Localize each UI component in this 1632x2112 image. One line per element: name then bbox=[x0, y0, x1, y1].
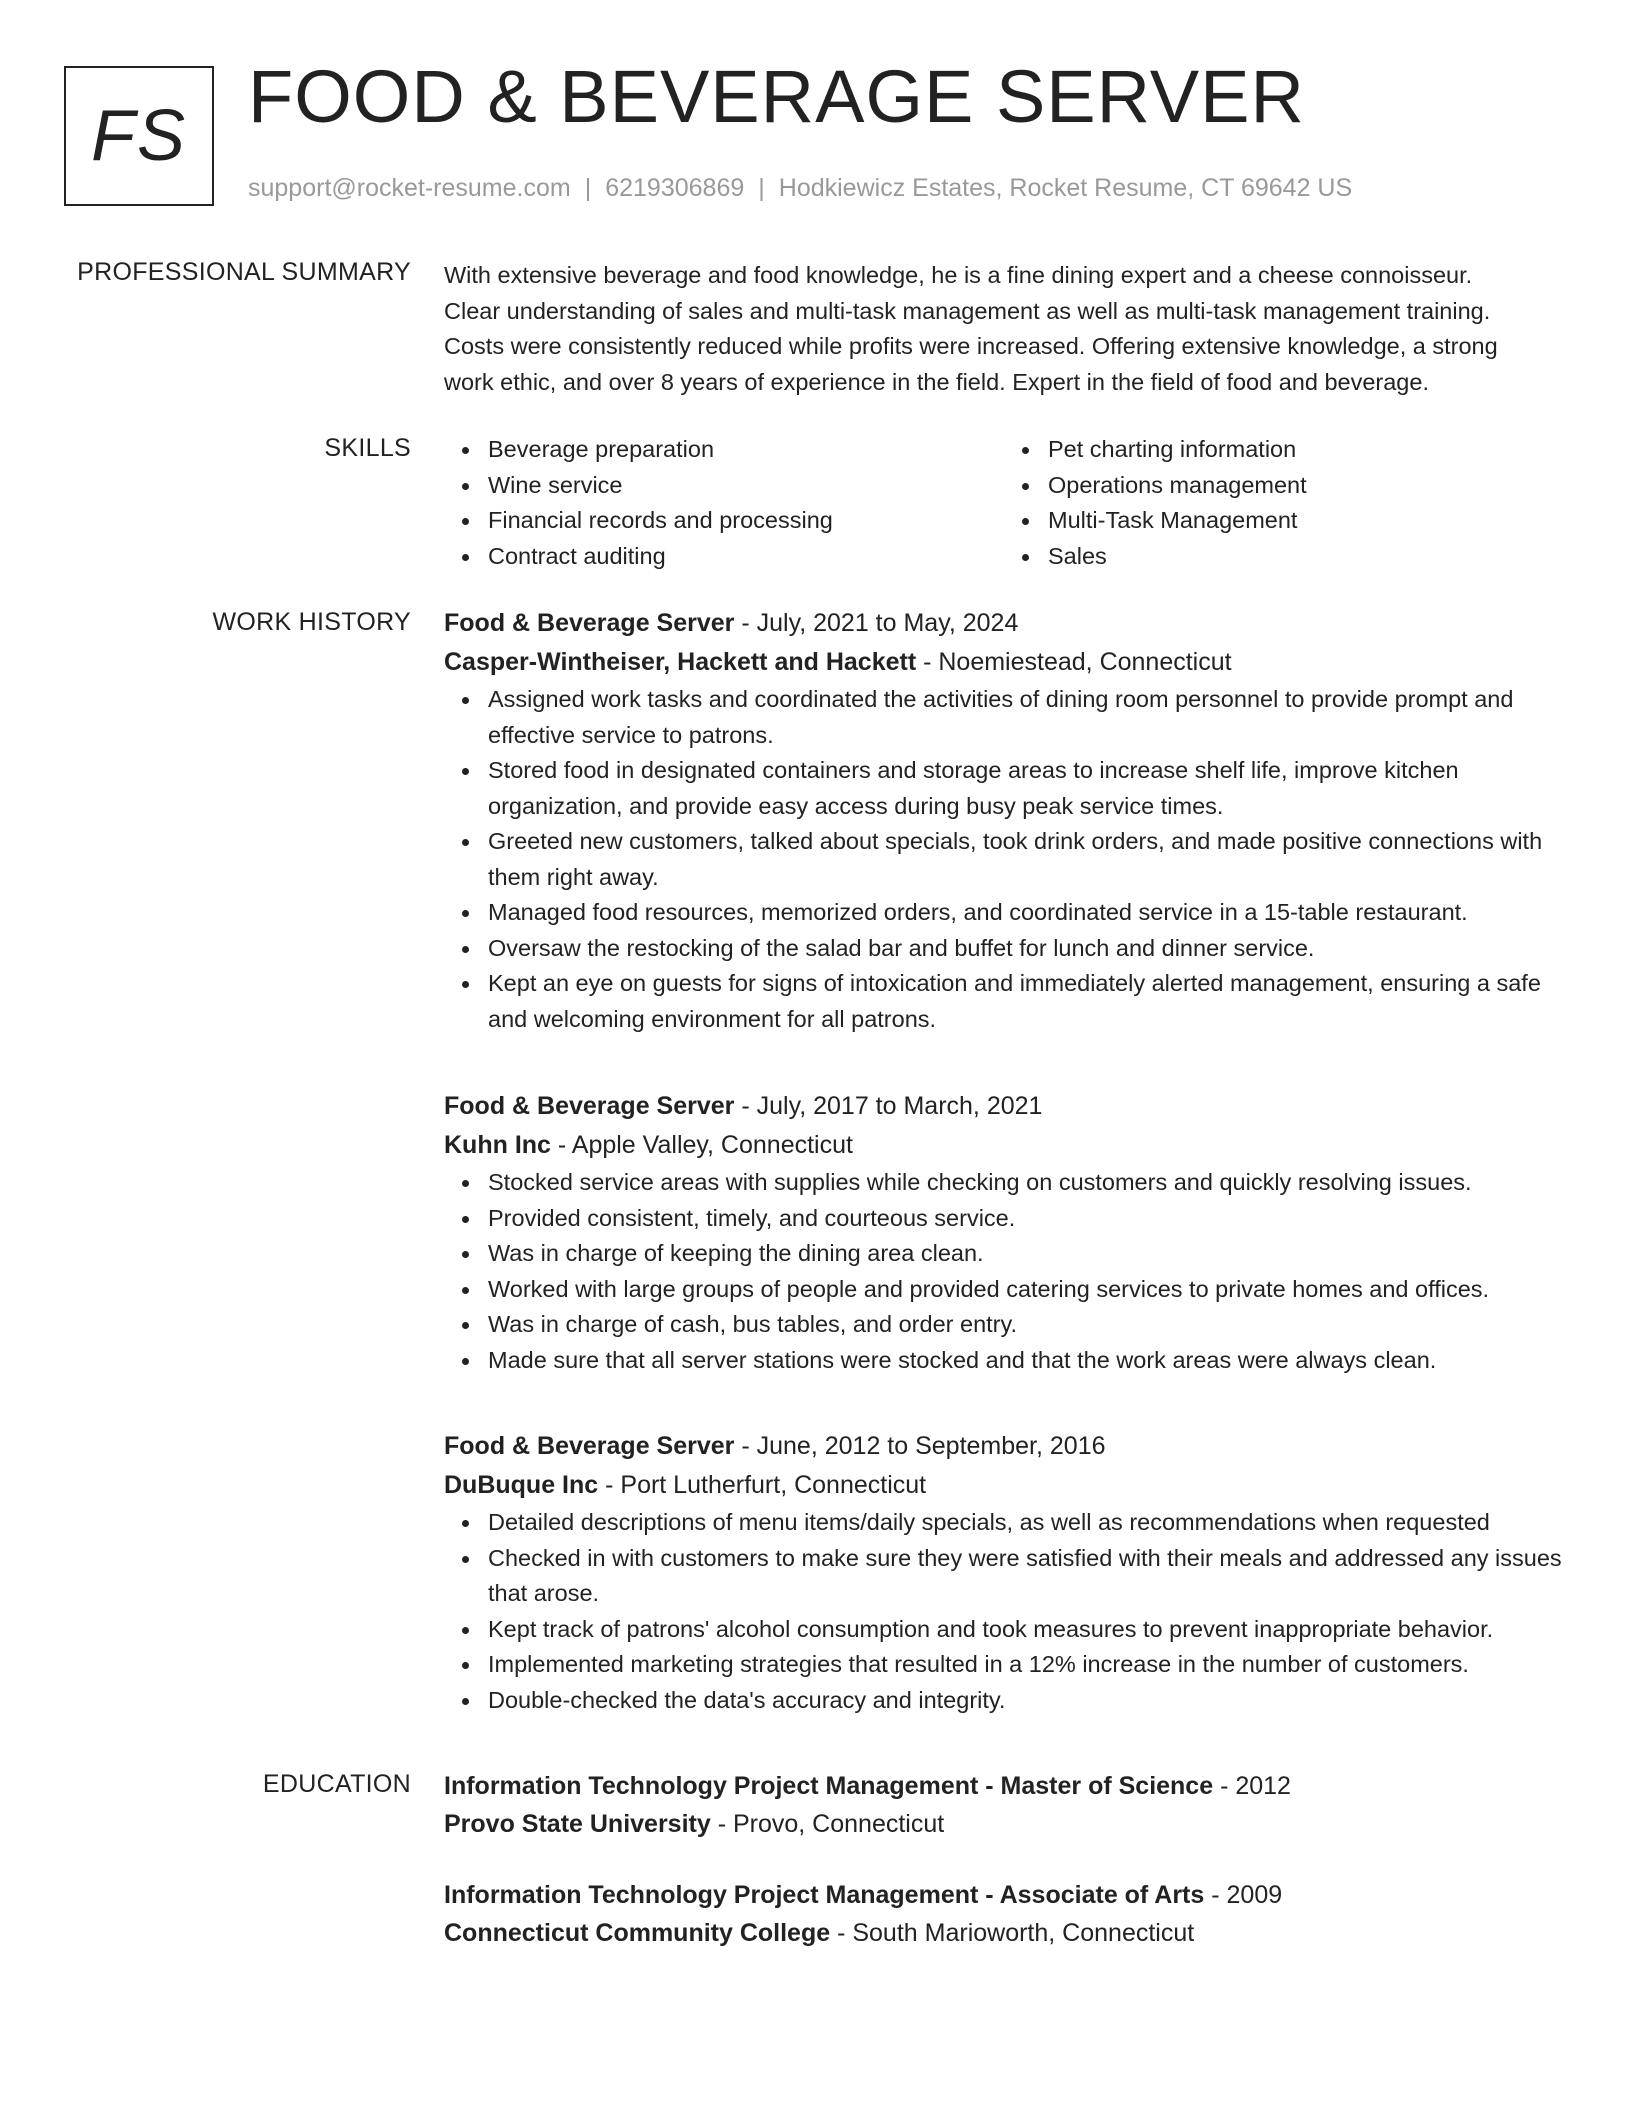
section-label-education: EDUCATION bbox=[262, 1770, 411, 1798]
monogram-initials: FS bbox=[90, 96, 187, 176]
skills-list-left bbox=[444, 432, 1004, 574]
job-bullet: Kept track of patrons' alcohol consumption and took measures to prevent inappropriate behavior. bbox=[488, 1612, 1564, 1648]
job-bullet: Stocked service areas with supplies while checking on customers and quickly resolving issues. bbox=[488, 1165, 1564, 1201]
monogram-box bbox=[64, 66, 214, 206]
contact-phone[interactable]: 6219306869 bbox=[605, 174, 745, 202]
skill-item: Financial records and processing bbox=[488, 503, 1004, 539]
contact-line bbox=[248, 174, 1352, 203]
education-school-line bbox=[444, 1805, 1564, 1843]
skills-section bbox=[444, 432, 1564, 574]
education-degree-line bbox=[444, 1767, 1564, 1805]
page-title: FOOD & BEVERAGE SERVER bbox=[248, 55, 1305, 138]
skill-item: Beverage preparation bbox=[488, 432, 1004, 468]
contact-email[interactable]: support@rocket-resume.com bbox=[248, 174, 571, 202]
job-bullet: Checked in with customers to make sure they were satisfied with their meals and addressed any issues that arose. bbox=[488, 1541, 1564, 1612]
job-bullet: Managed food resources, memorized orders, and coordinated service in a 15-table restaurant. bbox=[488, 895, 1564, 931]
job-company-line bbox=[444, 643, 1564, 682]
job-entry bbox=[444, 604, 1564, 1037]
education-entry bbox=[444, 1876, 1564, 1952]
skill-item: Operations management bbox=[1048, 468, 1564, 504]
job-company-line bbox=[444, 1466, 1564, 1505]
job-bullets bbox=[444, 1505, 1564, 1718]
job-bullet: Provided consistent, timely, and courteous service. bbox=[488, 1201, 1564, 1237]
job-dates: - June, 2012 to September, 2016 bbox=[734, 1432, 1106, 1460]
skills-list-right bbox=[1004, 432, 1564, 574]
job-bullet: Implemented marketing strategies that resulted in a 12% increase in the number of customers. bbox=[488, 1647, 1564, 1683]
job-bullets bbox=[444, 682, 1564, 1037]
education-degree-line bbox=[444, 1876, 1564, 1914]
skill-item: Contract auditing bbox=[488, 539, 1004, 575]
education-location: - South Marioworth, Connecticut bbox=[830, 1919, 1195, 1947]
job-title: Food & Beverage Server bbox=[444, 1092, 735, 1120]
skills-grid bbox=[444, 432, 1564, 574]
job-bullet: Detailed descriptions of menu items/daily specials, as well as recommendations when requested bbox=[488, 1505, 1564, 1541]
summary-line: Clear understanding of sales and multi-task management as well as multi-task management training. bbox=[444, 297, 1491, 324]
job-bullet: Kept an eye on guests for signs of intoxication and immediately alerted management, ensuring a safe and welcoming environment for all patrons. bbox=[488, 966, 1564, 1037]
summary-section bbox=[444, 258, 1564, 400]
job-title-line bbox=[444, 604, 1564, 643]
education-year: - 2009 bbox=[1204, 1881, 1283, 1909]
job-entry bbox=[444, 1087, 1564, 1378]
education-location: - Provo, Connecticut bbox=[710, 1810, 945, 1838]
education-school: Provo State University bbox=[444, 1810, 711, 1838]
contact-address: Hodkiewicz Estates, Rocket Resume, CT 69642 US bbox=[778, 174, 1353, 202]
summary-line: With extensive beverage and food knowledge, he is a fine dining expert and a cheese connoisseur. bbox=[444, 262, 1473, 288]
summary-line: work ethic, and over 8 years of experience in the field. Expert in the field of food and beverage. bbox=[444, 368, 1429, 395]
job-title: Food & Beverage Server bbox=[444, 1432, 735, 1460]
job-bullet: Assigned work tasks and coordinated the activities of dining room personnel to provide prompt and effective service to patrons. bbox=[488, 682, 1564, 753]
skill-item: Sales bbox=[1048, 539, 1564, 575]
section-label-skills: SKILLS bbox=[324, 434, 411, 462]
job-title-line bbox=[444, 1087, 1564, 1126]
job-company: Casper-Wintheiser, Hackett and Hackett bbox=[444, 648, 917, 676]
job-bullet: Greeted new customers, talked about specials, took drink orders, and made positive connections with them right away. bbox=[488, 824, 1564, 895]
job-location: - Noemiestead, Connecticut bbox=[916, 648, 1232, 676]
job-bullet: Double-checked the data's accuracy and integrity. bbox=[488, 1683, 1564, 1719]
summary-line: Costs were consistently reduced while profits were increased. Offering extensive knowledge, a strong bbox=[444, 333, 1498, 359]
contact-separator: | bbox=[758, 174, 765, 202]
education-school-line bbox=[444, 1914, 1564, 1952]
summary-text bbox=[444, 258, 1564, 400]
job-bullet: Worked with large groups of people and provided catering services to private homes and offices. bbox=[488, 1272, 1564, 1308]
section-label-work-history: WORK HISTORY bbox=[212, 608, 411, 636]
skill-item: Multi-Task Management bbox=[1048, 503, 1564, 539]
skill-item: Wine service bbox=[488, 468, 1004, 504]
section-label-summary: PROFESSIONAL SUMMARY bbox=[77, 258, 411, 286]
job-company-line bbox=[444, 1126, 1564, 1165]
job-bullet: Oversaw the restocking of the salad bar and buffet for lunch and dinner service. bbox=[488, 931, 1564, 967]
job-dates: - July, 2021 to May, 2024 bbox=[734, 609, 1019, 637]
job-company: Kuhn Inc bbox=[444, 1131, 551, 1159]
contact-separator: | bbox=[584, 174, 592, 202]
job-bullets bbox=[444, 1165, 1564, 1378]
education-entry bbox=[444, 1767, 1564, 1843]
job-bullet: Stored food in designated containers and storage areas to increase shelf life, improve kitchen organization, and provide easy access during busy peak service times. bbox=[488, 753, 1564, 824]
job-company: DuBuque Inc bbox=[444, 1471, 599, 1499]
education-degree: Information Technology Project Management - Master of Science bbox=[444, 1772, 1214, 1800]
job-location: - Port Lutherfurt, Connecticut bbox=[598, 1471, 927, 1499]
education-year: - 2012 bbox=[1213, 1772, 1291, 1800]
job-bullet: Was in charge of keeping the dining area clean. bbox=[488, 1236, 1564, 1272]
education-degree: Information Technology Project Management - Associate of Arts bbox=[444, 1881, 1205, 1909]
job-title: Food & Beverage Server bbox=[444, 609, 735, 637]
job-entry bbox=[444, 1427, 1564, 1718]
job-bullet: Made sure that all server stations were stocked and that the work areas were always clean. bbox=[488, 1343, 1564, 1379]
job-bullet: Was in charge of cash, bus tables, and order entry. bbox=[488, 1307, 1564, 1343]
job-location: - Apple Valley, Connecticut bbox=[550, 1131, 853, 1159]
skill-item: Pet charting information bbox=[1048, 432, 1564, 468]
job-dates: - July, 2017 to March, 2021 bbox=[734, 1092, 1043, 1120]
job-title-line bbox=[444, 1427, 1564, 1466]
education-school: Connecticut Community College bbox=[444, 1919, 831, 1947]
